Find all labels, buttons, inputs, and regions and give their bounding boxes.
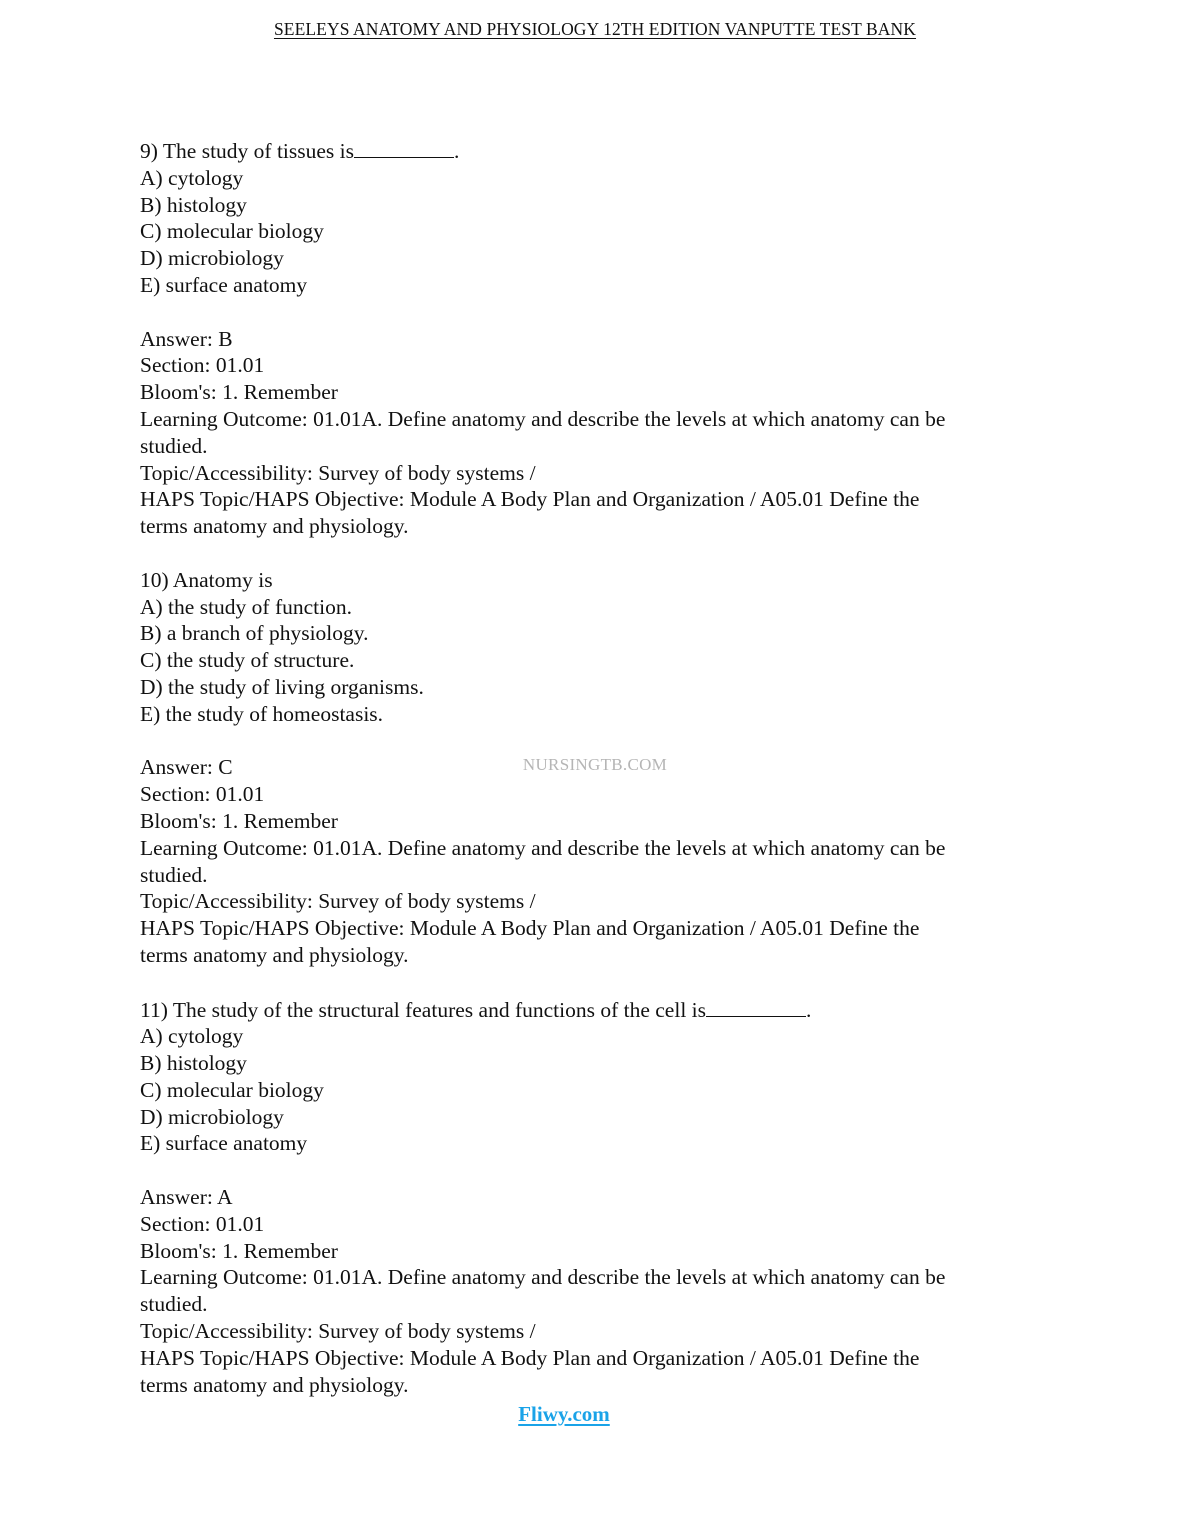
spacer	[140, 728, 1040, 755]
choice-a: A) the study of function.	[140, 594, 352, 619]
section-line: Section: 01.01	[140, 1211, 265, 1236]
question-stem: 9) The study of tissues is .	[140, 139, 460, 163]
answer-blank	[354, 137, 454, 158]
choice-e: E) surface anatomy	[140, 1131, 308, 1156]
question-stem: 10) Anatomy is	[140, 567, 273, 592]
blooms-line: Bloom's: 1. Remember	[140, 380, 338, 405]
choice-b: B) a branch of physiology.	[140, 621, 369, 646]
answer-line: Answer: A	[140, 1185, 233, 1210]
topic-line: Topic/Accessibility: Survey of body systems /	[140, 889, 536, 914]
question-stem: 11) The study of the structural features and functions of the cell is .	[140, 997, 812, 1022]
learning-outcome-continued: studied.	[140, 433, 208, 458]
spacer	[140, 540, 1040, 567]
haps-line: HAPS Topic/HAPS Objective: Module A Body Plan and Organization / A05.01 Define the	[140, 1345, 920, 1370]
choice-b: B) histology	[140, 1051, 247, 1076]
choice-b: B) histology	[140, 192, 247, 217]
learning-outcome-continued: studied.	[140, 1292, 208, 1317]
document-title: SEELEYS ANATOMY AND PHYSIOLOGY 12TH EDITION VANPUTTE TEST BANK	[273, 19, 917, 39]
topic-line: Topic/Accessibility: Survey of body systems /	[140, 460, 536, 485]
choice-e: E) surface anatomy	[140, 272, 308, 297]
answer-line: Answer: C	[140, 755, 233, 780]
question-block	[140, 996, 1040, 1399]
topic-line: Topic/Accessibility: Survey of body systems /	[140, 1319, 536, 1344]
haps-continued: terms anatomy and physiology.	[140, 942, 409, 967]
choice-d: D) microbiology	[140, 1104, 284, 1129]
footer-link[interactable]: Fliwy.com	[518, 1402, 610, 1426]
choice-e: E) the study of homeostasis.	[140, 701, 384, 726]
choice-c: C) molecular biology	[140, 1077, 324, 1102]
choice-a: A) cytology	[140, 1024, 244, 1049]
choice-a: A) cytology	[140, 165, 244, 190]
haps-continued: terms anatomy and physiology.	[140, 1372, 409, 1397]
blooms-line: Bloom's: 1. Remember	[140, 1238, 338, 1263]
learning-outcome-continued: studied.	[140, 862, 208, 887]
haps-line: HAPS Topic/HAPS Objective: Module A Body Plan and Organization / A05.01 Define the	[140, 487, 920, 512]
learning-outcome-line: Learning Outcome: 01.01A. Define anatomy and describe the levels at which anatomy can be	[140, 406, 946, 431]
haps-continued: terms anatomy and physiology.	[140, 514, 409, 539]
choice-c: C) the study of structure.	[140, 648, 355, 673]
spacer	[140, 1157, 1040, 1184]
learning-outcome-line: Learning Outcome: 01.01A. Define anatomy and describe the levels at which anatomy can be	[140, 1265, 946, 1290]
learning-outcome-line: Learning Outcome: 01.01A. Define anatomy and describe the levels at which anatomy can be	[140, 835, 946, 860]
answer-blank	[706, 996, 806, 1017]
section-line: Section: 01.01	[140, 353, 265, 378]
watermark: NURSINGTB.COM	[522, 755, 668, 774]
blooms-line: Bloom's: 1. Remember	[140, 808, 338, 833]
choice-d: D) the study of living organisms.	[140, 674, 424, 699]
spacer	[140, 969, 1040, 996]
page-header	[0, 19, 1190, 40]
haps-line: HAPS Topic/HAPS Objective: Module A Body Plan and Organization / A05.01 Define the	[140, 916, 920, 941]
spacer	[140, 299, 1040, 326]
section-line: Section: 01.01	[140, 782, 265, 807]
question-block	[140, 137, 1040, 567]
choice-d: D) microbiology	[140, 246, 284, 271]
footer-link-container	[0, 1402, 1128, 1427]
answer-line: Answer: B	[140, 326, 233, 351]
choice-c: C) molecular biology	[140, 219, 324, 244]
question-block	[140, 567, 1040, 996]
